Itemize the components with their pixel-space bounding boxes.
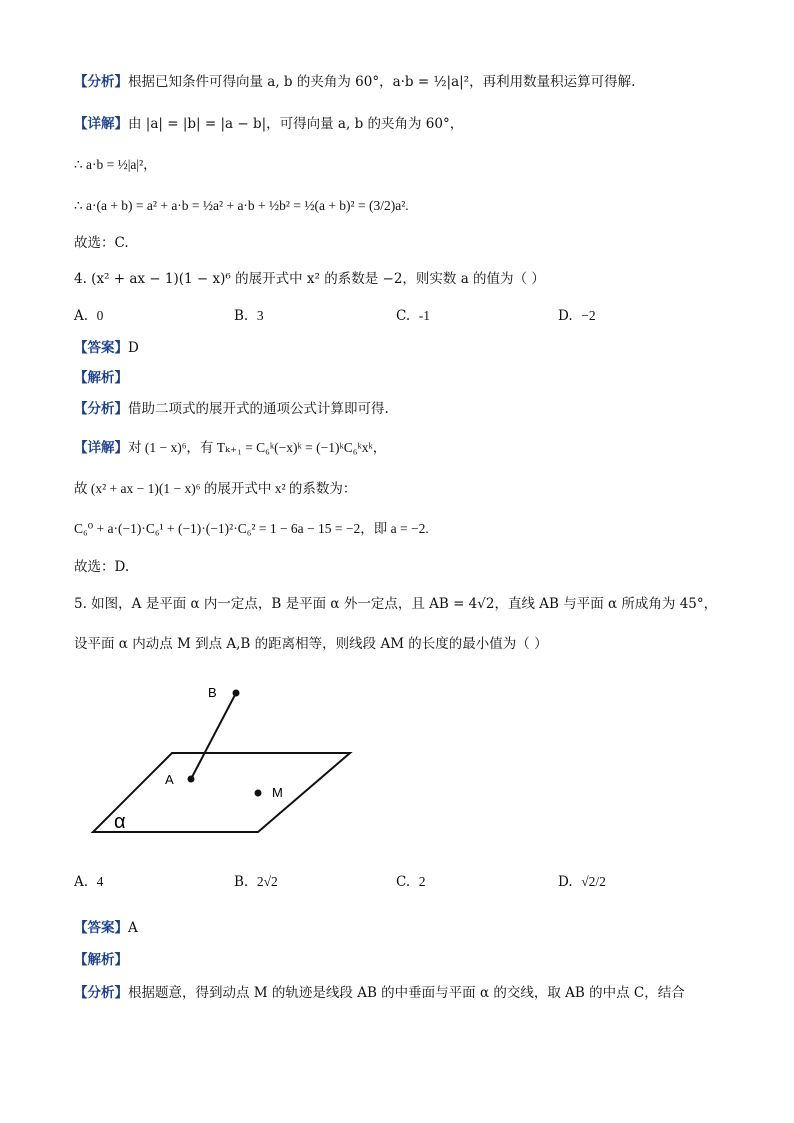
answer-value: D — [128, 340, 139, 356]
q4-detail-line3: C₆⁰ + a·(−1)·C₆¹ + (−1)·(−1)²·C₆² = 1 − 6a − 15 = −2，即 a = −2. — [74, 521, 429, 536]
detail-tag: 【详解】 — [74, 440, 128, 456]
option-label: D. — [558, 874, 573, 890]
point-m — [255, 790, 262, 797]
q4-conclusion: 故选：D. — [74, 559, 130, 575]
option-value: 2√2 — [256, 874, 278, 889]
q3-detail-line1 — [74, 114, 463, 134]
option-value: 3 — [256, 308, 264, 323]
q4-option-d — [558, 306, 596, 326]
option-label: B. — [234, 308, 249, 324]
q5-stem-line1: 5. 如图，A 是平面 α 内一定点，B 是平面 α 外一定点，且 AB = 4√2，直线 AB 与平面 α 所成角为 45°， — [74, 596, 718, 612]
q3-detail-line2: ∴ a·b = ½|a|²， — [74, 157, 157, 172]
option-value: 2 — [418, 874, 426, 889]
q4-analysis — [74, 399, 389, 419]
q5-option-a — [74, 872, 103, 892]
plane-diagram — [70, 670, 370, 840]
solution-tag: 【解析】 — [74, 952, 128, 968]
analysis-tag: 【分析】 — [74, 401, 128, 417]
option-label: C. — [396, 874, 411, 890]
analysis-text: 根据已知条件可得向量 a, b 的夹角为 60°，a·b = ½|a|²，再利用数量积运算可得解. — [128, 74, 636, 90]
option-label: D. — [558, 308, 573, 324]
q4-stem: 4. (x² + ax − 1)(1 − x)⁶ 的展开式中 x² 的系数是 −2，则实数 a 的值为（ ） — [74, 271, 545, 287]
option-label: C. — [396, 308, 411, 324]
answer-value: A — [128, 920, 138, 936]
q5-analysis — [74, 983, 685, 1003]
q4-option-a — [74, 306, 103, 326]
q4-option-c — [396, 306, 430, 326]
segment-ab — [191, 693, 236, 779]
analysis-text: 根据题意，得到动点 M 的轨迹是线段 AB 的中垂面与平面 α 的交线，取 AB 的中点 C，结合 — [128, 985, 685, 1001]
q4-option-b — [234, 306, 264, 326]
option-label: B. — [234, 874, 249, 890]
answer-tag: 【答案】 — [74, 340, 128, 356]
q3-detail-line3: ∴ a·(a + b) = a² + a·b = ½a² + a·b + ½b² = ½(a + b)² = (3/2)a². — [74, 198, 409, 213]
option-value: −2 — [581, 308, 596, 323]
q5-option-c — [396, 872, 425, 892]
q5-option-b — [234, 872, 278, 892]
q4-solution-heading — [74, 368, 128, 388]
detail-text: 由 |a| = |b| = |a − b|，可得向量 a, b 的夹角为 60°， — [128, 116, 464, 132]
answer-tag: 【答案】 — [74, 920, 128, 936]
q4-detail-line1 — [74, 438, 386, 458]
q4-detail-line2: 故 (x² + ax − 1)(1 − x)⁶ 的展开式中 x² 的系数为： — [74, 481, 357, 496]
label-m: M — [272, 785, 283, 800]
q3-conclusion: 故选：C. — [74, 235, 129, 251]
point-b — [233, 690, 240, 697]
label-alpha: α — [114, 811, 126, 833]
q5-figure — [70, 670, 370, 844]
q5-answer — [74, 918, 138, 938]
option-value: -1 — [418, 308, 430, 323]
point-a — [188, 776, 195, 783]
analysis-tag: 【分析】 — [74, 74, 128, 90]
label-b: B — [208, 685, 217, 700]
option-label: A. — [74, 308, 89, 324]
option-value: √2/2 — [581, 874, 606, 889]
detail-tag: 【详解】 — [74, 116, 128, 132]
q3-analysis — [74, 72, 635, 92]
analysis-text: 借助二项式的展开式的通项公式计算即可得. — [128, 401, 389, 417]
q5-option-d — [558, 872, 606, 892]
analysis-tag: 【分析】 — [74, 985, 128, 1001]
q4-answer — [74, 338, 139, 358]
option-label: A. — [74, 874, 89, 890]
solution-tag: 【解析】 — [74, 370, 128, 386]
option-value: 4 — [96, 874, 104, 889]
q5-stem-line2: 设平面 α 内动点 M 到点 A,B 的距离相等，则线段 AM 的长度的最小值为（ ） — [74, 636, 548, 652]
q5-solution-heading — [74, 950, 128, 970]
option-value: 0 — [96, 308, 104, 323]
detail-text: 对 (1 − x)⁶，有 Tₖ₊₁ = C₆ᵏ(−x)ᵏ = (−1)ᵏC₆ᵏxᵏ， — [128, 440, 387, 455]
label-a: A — [165, 772, 174, 787]
plane-alpha — [93, 753, 350, 832]
